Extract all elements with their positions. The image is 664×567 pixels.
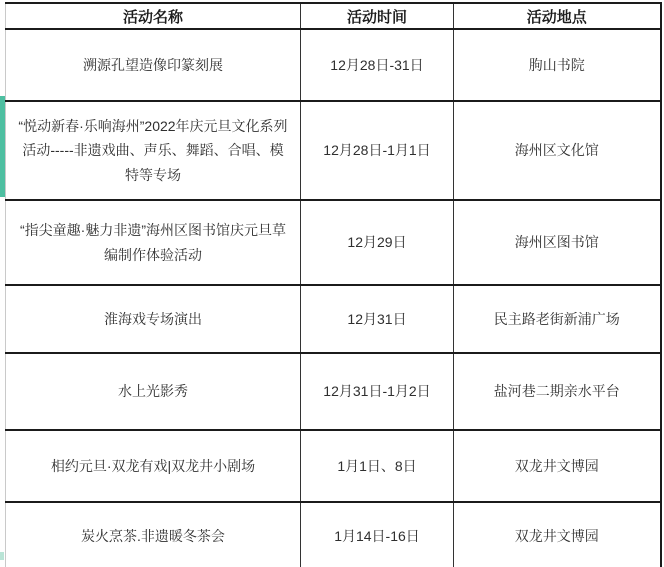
column-header-activity-name: 活动名称: [6, 3, 301, 29]
event-place: 海州区文化馆: [454, 101, 661, 200]
column-header-activity-time: 活动时间: [301, 3, 454, 29]
table-row: [6, 200, 661, 285]
event-name: “指尖童趣·魅力非遗”海州区图书馆庆元旦草编制作体验活动: [6, 200, 301, 285]
event-name: “悦动新春·乐响海州”2022年庆元旦文化系列活动-----非遗戏曲、声乐、舞蹈、合唱、模特等专场: [6, 101, 301, 200]
event-time: 1月1日、8日: [301, 430, 454, 502]
table-row: [6, 101, 661, 200]
event-name: 水上光影秀: [6, 353, 301, 430]
table-row: [6, 29, 661, 101]
table-row: [6, 430, 661, 502]
event-name: 淮海戏专场演出: [6, 285, 301, 353]
table-row: [6, 502, 661, 567]
event-name: 炭火烹茶.非遗暖冬茶会: [6, 502, 301, 567]
column-header-activity-place: 活动地点: [454, 3, 661, 29]
event-time: 12月31日: [301, 285, 454, 353]
event-place: 海州区图书馆: [454, 200, 661, 285]
events-table: [5, 2, 662, 567]
event-time: 12月28日-31日: [301, 29, 454, 101]
event-time: 12月31日-1月2日: [301, 353, 454, 430]
table-row: [6, 285, 661, 353]
table-header-row: [6, 3, 661, 29]
event-time: 1月14日-16日: [301, 502, 454, 567]
event-place: 朐山书院: [454, 29, 661, 101]
event-place: 双龙井文博园: [454, 430, 661, 502]
event-place: 民主路老街新浦广场: [454, 285, 661, 353]
event-name: 相约元旦·双龙有戏|双龙井小剧场: [6, 430, 301, 502]
event-time: 12月29日: [301, 200, 454, 285]
table-row: [6, 353, 661, 430]
event-name: 溯源孔望造像印篆刻展: [6, 29, 301, 101]
event-place: 盐河巷二期亲水平台: [454, 353, 661, 430]
event-place: 双龙井文博园: [454, 502, 661, 567]
left-accent-mark-bottom: [0, 552, 4, 560]
event-time: 12月28日-1月1日: [301, 101, 454, 200]
